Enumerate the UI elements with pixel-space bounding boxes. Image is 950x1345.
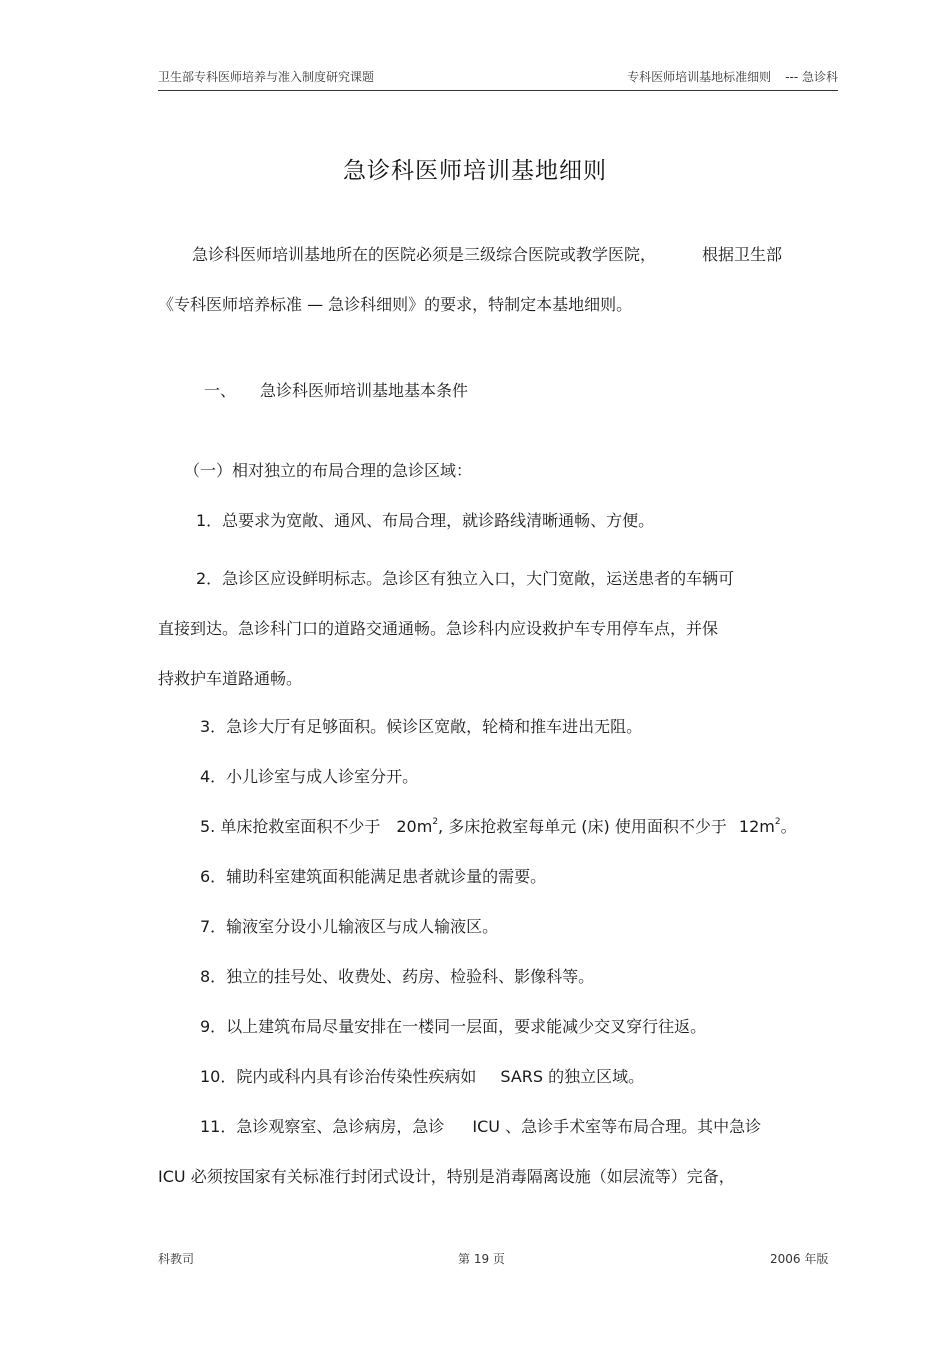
item5-text-c: , 多床抢救室每单元 (床) 使用面积不少于	[438, 817, 727, 836]
list-item-2-line-3: 持救护车道路通畅。	[158, 669, 303, 688]
header-section-title	[627, 68, 838, 85]
item10-text-b: SARS 的独立区域。	[500, 1067, 645, 1086]
header-standard-name: 专科医师培训基地标准细则	[627, 70, 772, 84]
section-title: 急诊科医师培训基地基本条件	[260, 381, 469, 400]
item10-text-a: 10．院内或科内具有诊治传染性疾病如	[200, 1067, 477, 1086]
list-item-11-line-1	[200, 1116, 761, 1138]
list-item-1: 1．总要求为宽敞、通风、布局合理，就诊路线清晰通畅、方便。	[196, 511, 655, 530]
running-header	[158, 68, 838, 91]
list-item-3: 3．急诊大厅有足够面积。候诊区宽敞，轮椅和推车进出无阻。	[200, 717, 643, 736]
item5-text-e: 。	[780, 817, 797, 836]
item5-superscript-2: 2	[774, 817, 781, 827]
subsection-heading: （一）相对独立的布局合理的急诊区域：	[184, 461, 473, 480]
list-item-7: 7．输液室分设小儿输液区与成人输液区。	[200, 917, 499, 936]
page-title: 急诊科医师培训基地细则	[343, 158, 607, 184]
item5-superscript-1: 2	[432, 817, 439, 827]
list-item-8: 8．独立的挂号处、收费处、药房、检验科、影像科等。	[200, 967, 595, 986]
section-number: 一、	[204, 381, 237, 400]
header-department: --- 急诊科	[785, 70, 838, 84]
item5-area-multi: 12m	[738, 817, 775, 836]
item11-text-a: 11．急诊观察室、急诊病房，急诊	[200, 1117, 445, 1136]
list-item-2-line-1: 2．急诊区应设鲜明标志。急诊区有独立入口，大门宽敞，运送患者的车辆可	[196, 569, 735, 588]
intro-text-b: 根据卫生部	[702, 245, 783, 264]
list-item-9: 9．以上建筑布局尽量安排在一楼同一层面，要求能减少交叉穿行往返。	[200, 1017, 707, 1036]
item5-area-single: 20m	[396, 817, 433, 836]
footer-page-number: 第 19 页	[458, 1252, 505, 1266]
footer-edition: 2006 年版	[770, 1252, 829, 1266]
list-item-2-line-2: 直接到达。急诊科门口的道路交通通畅。急诊科内应设救护车专用停车点，并保	[158, 619, 719, 638]
list-item-5	[200, 816, 797, 838]
footer-issuer: 科教司	[158, 1252, 195, 1266]
item5-text-a: 5. 单床抢救室面积不少于	[200, 817, 381, 836]
header-project-title: 卫生部专科医师培养与准入制度研究课题	[158, 70, 375, 84]
intro-text-a: 急诊科医师培训基地所在的医院必须是三级综合医院或教学医院，	[192, 245, 657, 264]
list-item-10	[200, 1066, 644, 1088]
list-item-4: 4．小儿诊室与成人诊室分开。	[200, 767, 419, 786]
section-heading	[204, 380, 468, 402]
intro-line-2: 《专科医师培养标准 — 急诊科细则》的要求，特制定本基地细则。	[158, 295, 633, 314]
intro-line-1	[192, 244, 782, 266]
item11-text-b: ICU 、急诊手术室等布局合理。其中急诊	[472, 1117, 762, 1136]
list-item-6: 6．辅助科室建筑面积能满足患者就诊量的需要。	[200, 867, 547, 886]
list-item-11-line-2: ICU 必须按国家有关标准行封闭式设计，特别是消毒隔离设施（如层流等）完备，	[158, 1167, 735, 1186]
